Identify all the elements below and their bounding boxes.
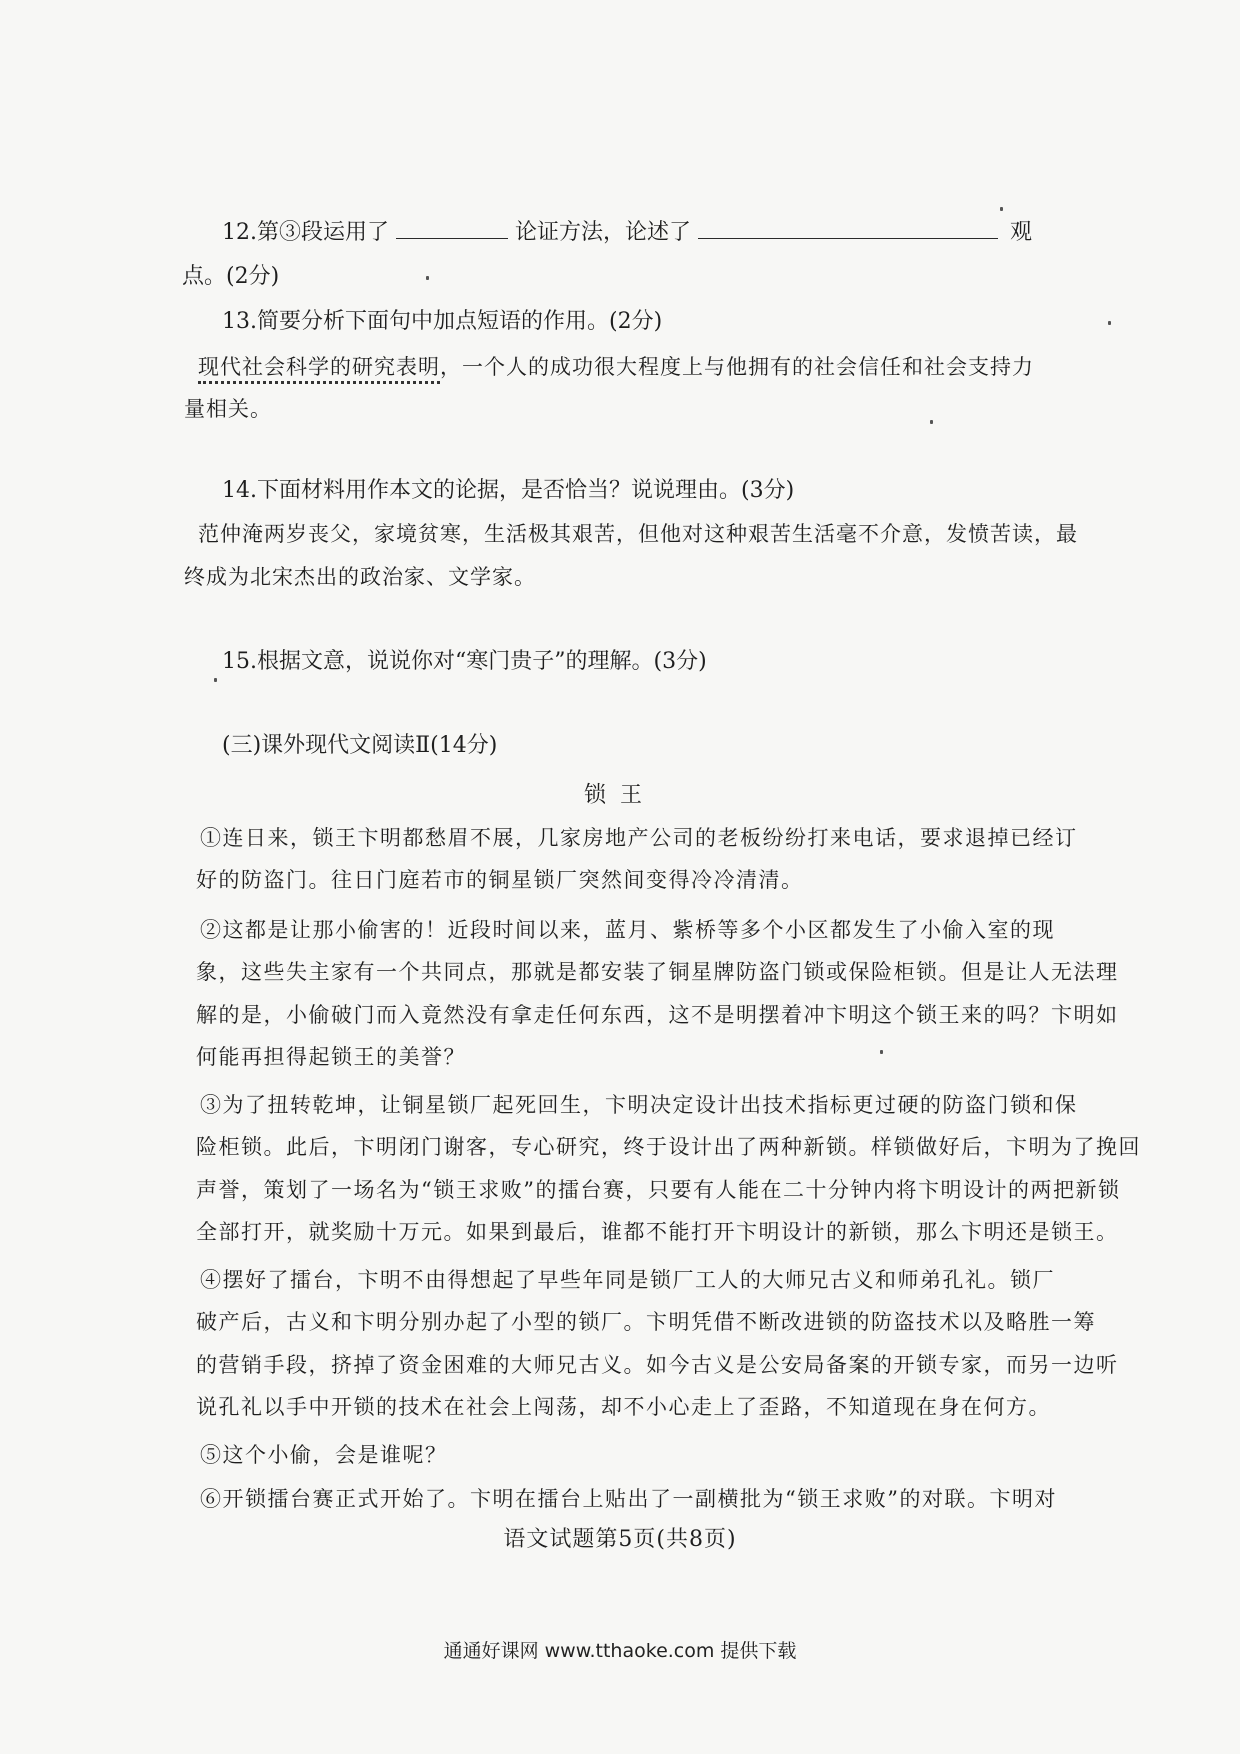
question-14-material-line-2: 终成为北宋杰出的政治家、文学家。 xyxy=(184,565,536,589)
article-p1-line-2: 好的防盗门。往日门庭若市的铜星锁厂突然间变得冷冷清清。 xyxy=(196,868,804,892)
article-p1-line-1: ①连日来，锁王卞明都愁眉不展，几家房地产公司的老板纷纷打来电话，要求退掉已经订 xyxy=(200,826,1078,850)
scan-speck xyxy=(880,1050,883,1054)
article-p2-line-3: 解的是，小偷破门而入竟然没有拿走任何东西，这不是明摆着冲卞明这个锁王来的吗？卞明如 xyxy=(196,1003,1119,1027)
scan-speck xyxy=(1000,207,1003,211)
question-13-sentence-cont: 量相关。 xyxy=(184,397,272,421)
section-heading: (三)课外现代文阅读Ⅱ(14分) xyxy=(222,733,498,758)
scan-speck xyxy=(426,276,429,280)
article-title: 锁王 xyxy=(583,783,656,808)
article-p3-line-1: ③为了扭转乾坤，让铜星锁厂起死回生，卞明决定设计出技术指标更过硬的防盗门锁和保 xyxy=(200,1093,1078,1117)
article-p2-line-2: 象，这些失主家有一个共同点，那就是都安装了铜星牌防盗门锁或保险柜锁。但是让人无法理 xyxy=(196,960,1119,984)
article-p5-line-1: ⑤这个小偷，会是谁呢？ xyxy=(200,1443,448,1467)
article-p4-line-4: 说孔礼以手中开锁的技术在社会上闯荡，却不小心走上了歪路，不知道现在身在何方。 xyxy=(196,1395,1051,1419)
article-p6-line-1: ⑥开锁擂台赛正式开始了。卞明在擂台上贴出了一副横批为“锁王求败”的对联。卞明对 xyxy=(200,1487,1057,1511)
article-p3-line-3: 声誉，策划了一场名为“锁王求败”的擂台赛，只要有人能在二十分钟内将卞明设计的两把新锁 xyxy=(196,1178,1121,1202)
page-footer: 语文试题第5页(共8页) xyxy=(503,1527,737,1552)
article-p2-line-4: 何能再担得起锁王的美誉？ xyxy=(196,1045,466,1069)
q12-text-2: 论证方法，论述了 xyxy=(515,220,692,245)
q12-blank-method[interactable] xyxy=(396,218,508,239)
article-p2-line-1: ②这都是让那小偷害的！近段时间以来，蓝月、紫桥等多个小区都发生了小偷入室的现 xyxy=(200,918,1055,942)
question-14-prompt: 14.下面材料用作本文的论据，是否恰当？说说理由。(3分) xyxy=(222,478,795,503)
question-12 xyxy=(222,218,998,248)
question-14-material-line-1: 范仲淹两岁丧父，家境贫寒，生活极其艰苦，但他对这种艰苦生活毫不介意，发愤苦读，最 xyxy=(198,522,1078,546)
q12-continuation: 点。(2分) xyxy=(182,264,280,289)
question-13-prompt: 13.简要分析下面句中加点短语的作用。(2分) xyxy=(222,309,663,334)
article-p4-line-1: ④摆好了擂台，卞明不由得想起了早些年同是锁厂工人的大师兄古义和师弟孔礼。锁厂 xyxy=(200,1268,1055,1292)
q12-text-1: 12.第③段运用了 xyxy=(222,220,389,245)
q13-sentence-rest: ，一个人的成功很大程度上与他拥有的社会信任和社会支持力 xyxy=(440,355,1034,379)
question-13-sentence xyxy=(198,352,1034,382)
emphasized-phrase: 现代社会科学的研究表明 xyxy=(198,355,440,384)
scan-speck xyxy=(930,420,933,424)
q12-suffix: 观 xyxy=(1010,220,1033,245)
scan-speck xyxy=(214,678,217,682)
article-p3-line-2: 险柜锁。此后，卞明闭门谢客，专心研究，终于设计出了两种新锁。样锁做好后，卞明为了挽回 xyxy=(196,1135,1141,1159)
article-p4-line-3: 的营销手段，挤掉了资金困难的大师兄古义。如今古义是公安局备案的开锁专家，而另一边听 xyxy=(196,1353,1119,1377)
scan-speck xyxy=(1108,321,1111,325)
q12-blank-viewpoint[interactable] xyxy=(698,218,998,239)
watermark-text: 通通好课网 www.tthaoke.com 提供下载 xyxy=(443,1640,797,1662)
article-p3-line-4: 全部打开，就奖励十万元。如果到最后，谁都不能打开卞明设计的新锁，那么卞明还是锁王。 xyxy=(196,1220,1119,1244)
question-15-prompt: 15.根据文意，说说你对“寒门贵子”的理解。(3分) xyxy=(222,649,707,674)
article-p4-line-2: 破产后，古义和卞明分别办起了小型的锁厂。卞明凭借不断改进锁的防盗技术以及略胜一筹 xyxy=(196,1310,1096,1334)
